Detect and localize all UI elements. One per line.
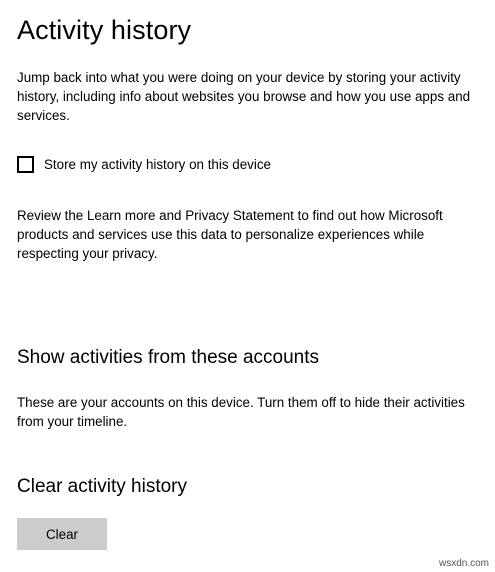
page-title: Activity history (17, 15, 192, 45)
store-activity-checkbox[interactable] (17, 156, 34, 173)
privacy-text: Review the Learn more and Privacy Statement to find out how Microsoft products and services use this data to personalize experiences while respecting your privacy. (17, 208, 443, 261)
accounts-section-heading: Show activities from these accounts (17, 347, 320, 368)
intro-text: Jump back into what you were doing on your device by storing your activity history, including info about websites you browse and how you use apps and services. (17, 70, 471, 123)
accounts-description: These are your accounts on this device. Turn them off to hide their activities from your timeline. (17, 395, 465, 429)
clear-section-heading: Clear activity history (17, 476, 187, 497)
store-activity-checkbox-row[interactable] (17, 153, 271, 175)
clear-button[interactable]: Clear (17, 518, 107, 550)
watermark: wsxdn.com (438, 558, 489, 569)
store-activity-checkbox-label[interactable]: Store my activity history on this device (44, 156, 271, 172)
